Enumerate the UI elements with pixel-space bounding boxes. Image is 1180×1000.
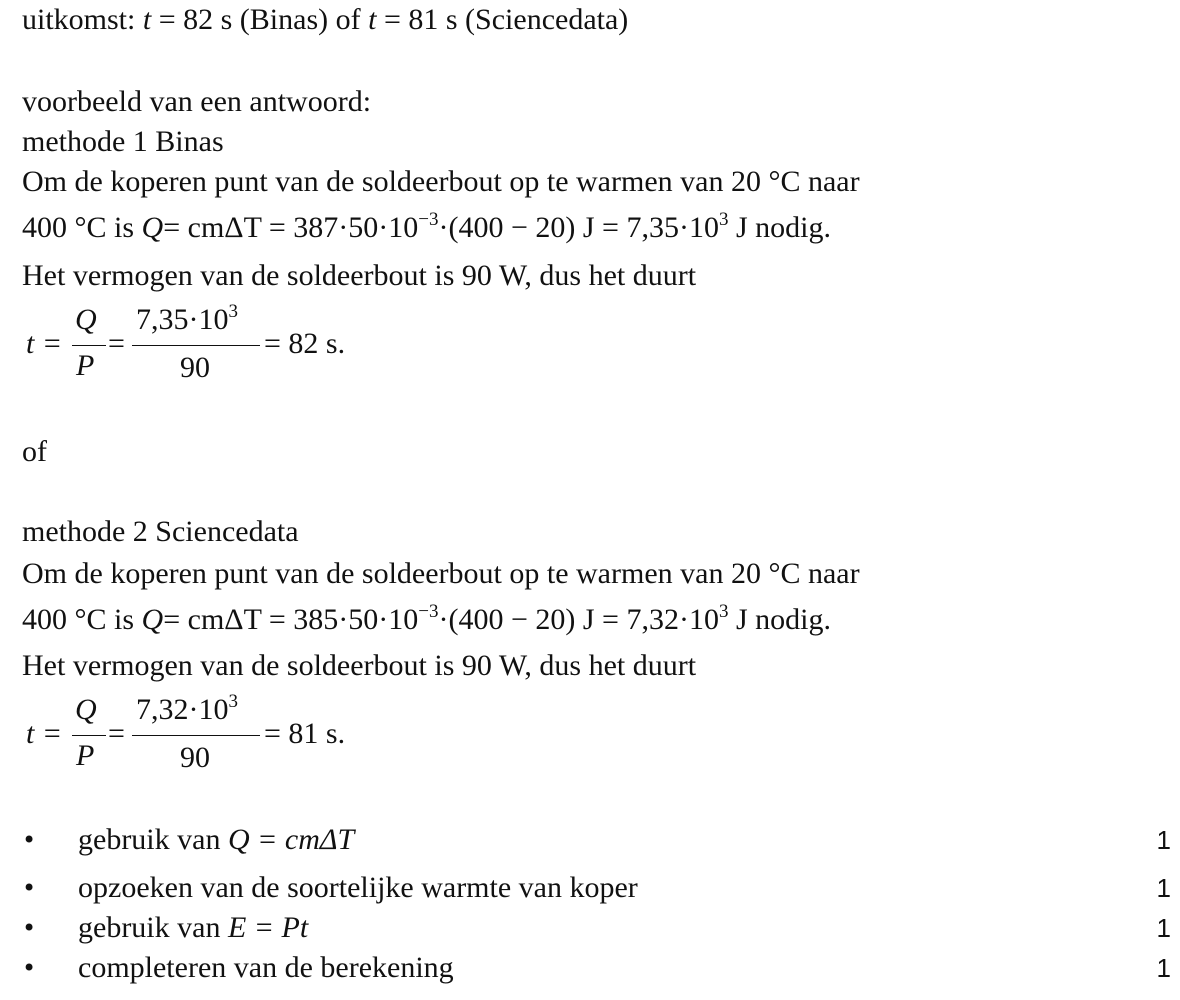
criteria-score: 1 [1156,825,1171,855]
method1-line2-prefix: 400 °C is [22,211,135,244]
bullet-icon: • [22,914,37,942]
bullet-icon: • [22,826,37,854]
method2-q-exponent2: 3 [718,601,729,622]
method2-q-symbol: Q [141,603,164,636]
method1-title: methode 1 Binas [22,125,224,158]
outcome-t1-var: t [142,3,152,36]
method1-frac-den: 90 [180,351,210,384]
method1-line2 [22,210,831,246]
method1-frac-num [136,302,238,338]
criteria-score: 1 [1156,953,1171,983]
bullet-icon: • [22,954,37,982]
method2-frac-t: t = [26,717,63,750]
criteria-item [22,870,1180,906]
or-separator: of [22,435,47,468]
method2-title: methode 2 Sciencedata [22,515,299,548]
method1-frac-bar-small [72,345,106,346]
method2-frac-num [136,692,238,728]
criteria-formula: E = Pt [227,911,309,944]
method1-q-exponent: −3 [418,209,439,230]
criteria-label: gebruik van [78,823,221,856]
bullet-icon: • [22,874,37,902]
method2-line1: Om de koperen punt van de soldeerbout op te warmen van 20 °C naar [22,557,860,590]
criteria-score: 1 [1156,913,1171,943]
criteria-label: gebruik van [78,911,221,944]
method2-frac-num-exp: 3 [228,691,238,712]
method2-frac-q: Q [75,693,97,726]
criteria-item [22,910,1180,946]
criteria-text [78,822,354,858]
outcome-line [22,2,628,38]
method1-q-rest: ·(400 − 20) J = 7,35·10 [438,211,719,244]
method2-line2-prefix: 400 °C is [22,603,135,636]
criteria-label: opzoeken van de soortelijke warmte van koper [78,871,638,904]
method2-q-equation: = cmΔT = 385·50·10 [163,603,419,636]
method1-frac-result: = 82 s. [264,327,346,360]
method2-frac-num-text: 7,32·10 [136,693,229,726]
criteria-item [22,950,1180,986]
method2-frac-den: 90 [180,741,210,774]
method1-frac-t: t = [26,327,63,360]
method2-frac-bar-small [72,735,106,736]
example-heading: voorbeeld van een antwoord: [22,85,372,118]
method1-frac-p: P [76,349,95,382]
outcome-t2-value: = 81 s (Sciencedata) [383,3,629,36]
method1-frac-num-text: 7,35·10 [136,303,229,336]
method2-frac-eq: = [108,717,125,750]
method1-line1: Om de koperen punt van de soldeerbout op te warmen van 20 °C naar [22,165,860,198]
outcome-label: uitkomst: [22,3,136,36]
criteria-score: 1 [1156,873,1171,903]
method2-frac-p: P [76,739,95,772]
method2-line2 [22,602,831,638]
method2-q-exponent: −3 [418,601,439,622]
method2-q-suffix: J nodig. [735,603,831,636]
method1-frac-bar-large [132,345,260,346]
outcome-t2-var: t [368,3,377,36]
method1-q-equation: = cmΔT = 387·50·10 [163,211,419,244]
criteria-text [78,910,308,946]
method2-frac-result: = 81 s. [264,717,346,750]
method1-frac-num-exp: 3 [228,301,238,322]
outcome-t1-value: = 82 s (Binas) of [158,3,361,36]
method1-frac-q: Q [75,303,97,336]
method1-q-suffix: J nodig. [735,211,831,244]
method2-line3: Het vermogen van de soldeerbout is 90 W, dus het duurt [22,649,697,682]
criteria-label: completeren van de berekening [78,951,454,984]
criteria-formula: Q = cmΔT [227,823,355,856]
method2-q-rest: ·(400 − 20) J = 7,32·10 [438,603,719,636]
method2-frac-bar-large [132,735,260,736]
method1-q-symbol: Q [141,211,164,244]
criteria-item [22,822,1180,858]
method1-q-exponent2: 3 [718,209,729,230]
method1-frac-eq: = [108,327,125,360]
method1-line3: Het vermogen van de soldeerbout is 90 W, dus het duurt [22,259,697,292]
